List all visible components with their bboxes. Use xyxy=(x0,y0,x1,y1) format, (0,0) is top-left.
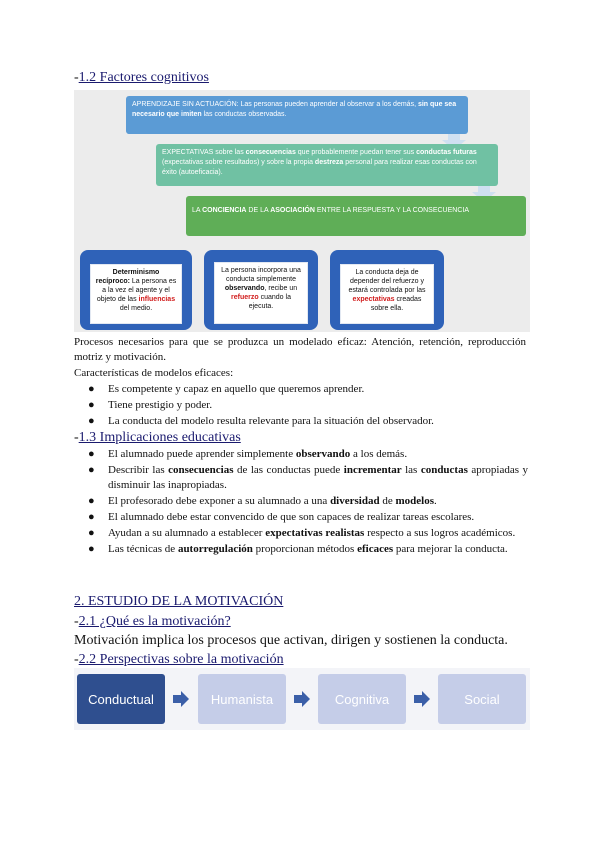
section-1-2-link[interactable]: 1.2 Factores cognitivos xyxy=(78,70,209,85)
list-item: ● Tiene prestigio y poder. xyxy=(88,399,213,411)
section-1-2-heading: -1.2 Factores cognitivos xyxy=(74,70,209,85)
section-1-3-link[interactable]: 1.3 Implicaciones educativas xyxy=(78,430,241,445)
section-1-3-heading: -1.3 Implicaciones educativas xyxy=(74,430,241,445)
list-item: ● Es competente y capaz en aquello que queremos aprender. xyxy=(88,383,365,395)
right-arrow-icon xyxy=(294,691,310,707)
list-item: ● El alumnado puede aprender simplemente observando a los demás. xyxy=(88,448,408,460)
perspective-conductual: Conductual xyxy=(77,674,165,724)
list-item: ● La conducta del modelo resulta relevante para la situación del observador. xyxy=(88,415,434,427)
diagram-box-aprendizaje: APRENDIZAJE SIN ACTUACIÓN: Las personas pueden aprender al observar a los demás, sin que sea necesario que imiten las conductas observadas. xyxy=(126,96,468,134)
list-item: ● El profesorado debe exponer a su alumnado a una diversidad de modelos. xyxy=(88,495,437,507)
perspective-cognitiva: Cognitiva xyxy=(318,674,406,724)
card-determinismo: Determinismo recíproco: La persona es a la vez el agente y el objeto de las influencias del medio. xyxy=(80,250,192,330)
list-item: ● Describir las consecuencias de las conductas puede incrementar las conductas apropiadas y disminuir las inapropiadas. xyxy=(88,464,528,491)
card-expectativas: La conducta deja de depender del refuerzo y estará controlada por las expectativas creadas sobre ella. xyxy=(330,250,444,330)
paragraph-caracteristicas: Características de modelos eficaces: xyxy=(74,367,234,379)
section-2-2-heading: -2.2 Perspectivas sobre la motivación xyxy=(74,652,284,667)
paragraph-procesos: Procesos necesarios para que se produzca un modelado eficaz: Atención, retención, reproducción motriz y motivación. xyxy=(74,336,526,363)
section-2-2-link[interactable]: 2.2 Perspectivas sobre la motivación xyxy=(78,652,284,667)
perspective-social: Social xyxy=(438,674,526,724)
section-2-heading[interactable]: 2. ESTUDIO DE LA MOTIVACIÓN xyxy=(74,594,284,609)
list-item: ● El alumnado debe estar convencido de que son capaces de realizar tareas escolares. xyxy=(88,511,475,523)
list-implicaciones xyxy=(84,447,528,558)
card-observando: La persona incorpora una conducta simplemente observando, recibe un refuerzo cuando la ejecuta. xyxy=(204,250,318,330)
list-modelos-eficaces xyxy=(84,382,528,430)
cognitive-factors-diagram xyxy=(74,90,530,332)
diagram-box-conciencia: LA CONCIENCIA DE LA ASOCIACIÓN ENTRE LA RESPUESTA Y LA CONSECUENCIA xyxy=(186,196,526,236)
list-item: ● Las técnicas de autorregulación proporcionan métodos eficaces para mejorar la conducta. xyxy=(88,543,508,555)
section-2-1-link[interactable]: 2.1 ¿Qué es la motivación? xyxy=(78,614,231,629)
right-arrow-icon xyxy=(414,691,430,707)
diagram-box-expectativas: EXPECTATIVAS sobre las consecuencias que probablemente puedan tener sus conductas futuras (expectativas sobre resultados) y sobre la propia destreza personal para realizar esas conductas con éxito (autoeficacia). xyxy=(156,144,498,186)
perspective-humanista: Humanista xyxy=(198,674,286,724)
paragraph-motivacion: Motivación implica los procesos que activan, dirigen y sostienen la conducta. xyxy=(74,633,508,648)
list-item: ● Ayudan a su alumnado a establecer expectativas realistas respecto a sus logros académicos. xyxy=(88,527,516,539)
section-2-1-heading: -2.1 ¿Qué es la motivación? xyxy=(74,614,231,629)
right-arrow-icon xyxy=(173,691,189,707)
